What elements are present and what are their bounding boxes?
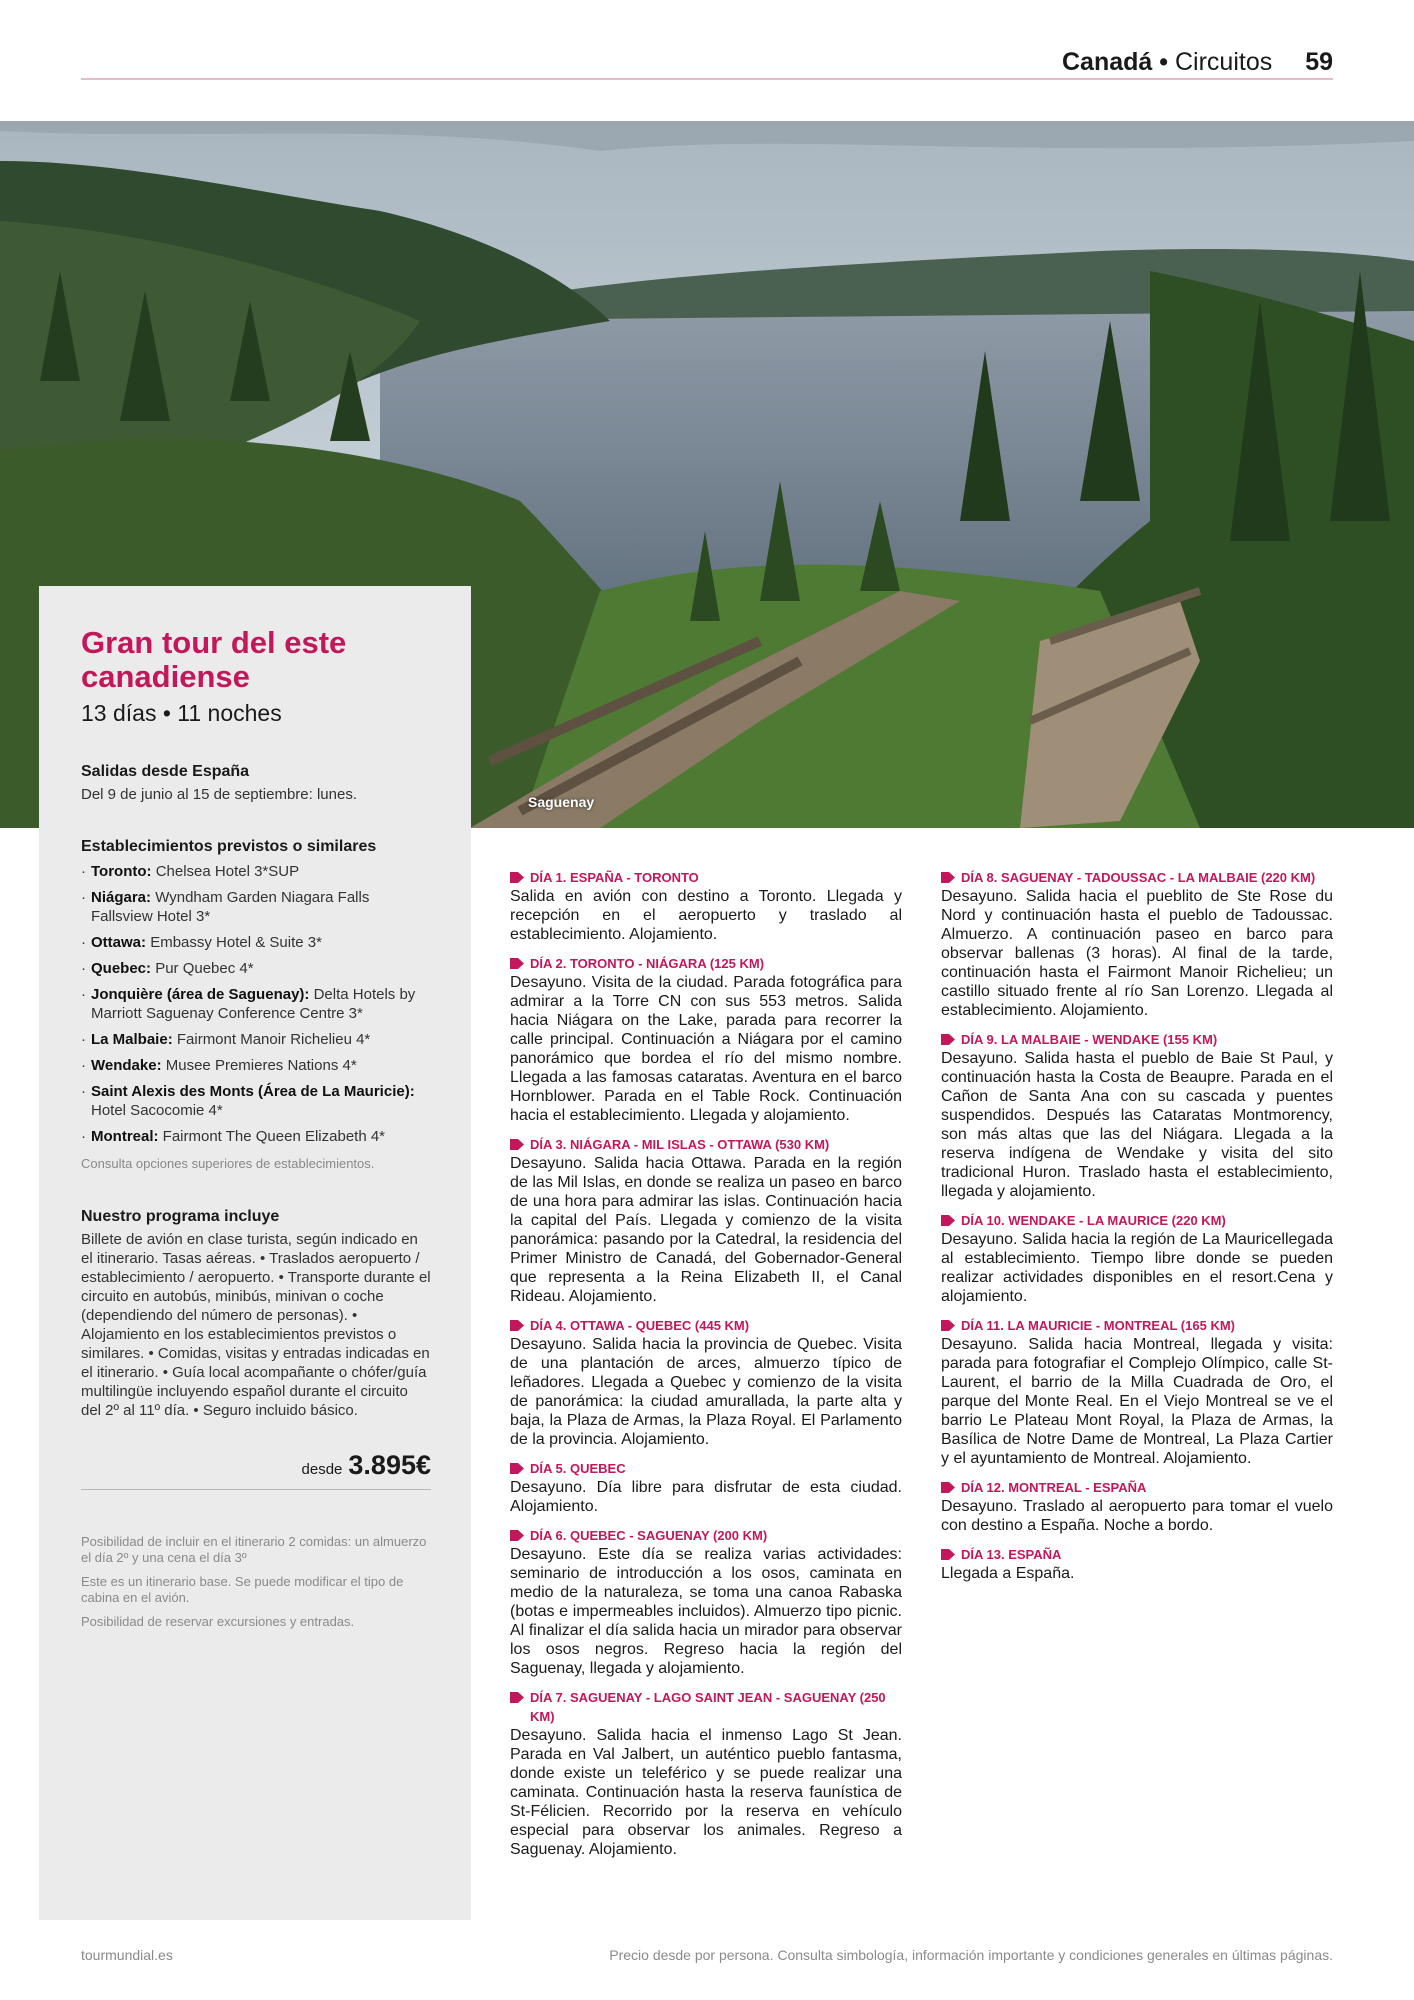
tour-summary-panel <box>39 586 471 1920</box>
tag-icon <box>510 1530 524 1541</box>
day-title: DÍA 12. MONTREAL - ESPAÑA <box>961 1480 1147 1495</box>
day-text: Desayuno. Traslado al aeropuerto para tomar el vuelo con destino a España. Noche a bordo. <box>941 1498 1333 1534</box>
footnote: Posibilidad de reservar excursiones y entradas. <box>81 1614 355 1629</box>
hotel-item: · Toronto: Chelsea Hotel 3*SUP <box>81 862 431 881</box>
itinerary-day <box>510 868 902 944</box>
photo-caption: Saguenay <box>528 794 595 810</box>
itinerary-day <box>510 1459 902 1516</box>
page-number: 59 <box>1305 48 1333 76</box>
price-prefix: desde <box>301 1461 343 1478</box>
page-header <box>81 42 1333 80</box>
itinerary-day <box>510 1135 902 1306</box>
departures-text: Del 9 de junio al 15 de septiembre: lunes. <box>81 786 358 803</box>
header-title <box>1062 48 1333 77</box>
tag-icon <box>941 1215 955 1226</box>
day-text: Desayuno. Visita de la ciudad. Parada fotográfica para admirar a la Torre CN con sus 553 metros. Salida hacia Niágara on the Lake, parada para recorrer la calle principal. Continuación a Niágara por el camino panorámico que bordea el río del mismo nombre. Llegada a las famosas cataratas. Aventura en el barco Hornblower. Parada en el Table Rock. Continuación hacia el establecimiento. Llegada y alojamiento. <box>510 974 902 1124</box>
tag-icon <box>510 1320 524 1331</box>
price-value: 3.895€ <box>348 1450 431 1480</box>
day-text: Desayuno. Este día se realiza varias actividades: seminario de introducción a los osos, caminata en medio de la naturaleza, se toma una canoa Rabaska (botas e impermeables incluidos). Almuerzo tipo picnic. Al finalizar el día salida hacia un mirador para observar los osos negros. Regreso hacia la región del Saguenay, llegada y alojamiento. <box>510 1546 902 1677</box>
tour-title: Gran tour del este canadiense <box>81 625 347 694</box>
day-title: DÍA 1. ESPAÑA - TORONTO <box>530 870 699 885</box>
price-block <box>81 1450 431 1490</box>
hotel-item: · Wendake: Musee Premieres Nations 4* <box>81 1056 431 1075</box>
hotel-item: · Niágara: Wyndham Garden Niagara Falls Fallsview Hotel 3* <box>81 888 431 926</box>
tag-icon <box>510 872 524 883</box>
itinerary-day <box>941 1316 1333 1468</box>
includes-heading: Nuestro programa incluye <box>81 1208 280 1225</box>
hotel-item: · Quebec: Pur Quebec 4* <box>81 959 431 978</box>
day-text: Desayuno. Salida hacia la región de La Mauricellegada al establecimiento. Tiempo libre donde se pueden realizar actividades disponibles en el resort.Cena y alojamiento. <box>941 1231 1333 1305</box>
itinerary-day <box>510 1688 902 1859</box>
includes-text: Billete de avión en clase turista, según indicado en el itinerario. Tasas aéreas. • Traslados aeropuerto / establecimiento / aeropuerto. • Transporte durante el circuito en autobús, minibús, minivan o coche (dependiendo del número de personas). • Alojamiento en los establecimientos previstos o similares. • Comidas, visitas y entradas indicadas en el itinerario. • Guía local acompañante o chófer/guía multilingüe incluyendo español durante el circuito del 2º al 11º día. • Seguro incluido básico. <box>81 1231 431 1419</box>
day-title: DÍA 10. WENDAKE - LA MAURICE (220 KM) <box>961 1213 1226 1228</box>
day-title: DÍA 2. TORONTO - NIÁGARA (125 KM) <box>530 956 765 971</box>
tag-icon <box>941 1482 955 1493</box>
itinerary-day <box>941 868 1333 1020</box>
footnote: Este es un itinerario base. Se puede modificar el tipo de cabina en el avión. <box>81 1574 404 1605</box>
itinerary-day <box>941 1545 1333 1583</box>
departures-heading: Salidas desde España <box>81 763 250 780</box>
day-text: Desayuno. Salida hasta el pueblo de Baie St Paul, y continuación hasta la Costa de Beaupre. Parada en el Cañon de Santa Ana con su cascada y puentes suspendidos. Después las Cataratas Montmorency, son más altas que las del Niágara. Llegada a la reserva indígena de Wendake y visita del sito tradicional Huron. Traslado hasta el establecimiento, llegada y alojamiento. <box>941 1050 1333 1200</box>
day-title: DÍA 9. LA MALBAIE - WENDAKE (155 KM) <box>961 1032 1218 1047</box>
tag-icon <box>941 872 955 883</box>
tag-icon <box>510 1692 524 1703</box>
day-text: Desayuno. Salida hacia el pueblito de Ste Rose du Nord y continuación hasta el pueblo de Tadoussac. Almuerzo. A continuación paseo en barco para observar ballenas (3 horas). Al final de la tarde, continuación hasta el Fairmont Manoir Richelieu; un castillo situado frente al río San Lorenzo. Llegada al establecimiento. Alojamiento. <box>941 888 1333 1019</box>
footer-site[interactable]: tourmundial.es <box>81 1947 173 1963</box>
day-text: Llegada a España. <box>941 1565 1075 1582</box>
day-title: DÍA 3. NIÁGARA - MIL ISLAS - OTTAWA (530 KM) <box>530 1137 830 1152</box>
footer-disclaimer: Precio desde por persona. Consulta simbología, información importante y condiciones generales en últimas páginas. <box>609 1947 1333 1963</box>
day-text: Desayuno. Salida hacia Montreal, llegada y visita: parada para fotografiar el Complejo Olímpico, calle St-Laurent, el barrio de la Milla Cuadrada de Oro, el parque del Monte Real. En el Viejo Montreal se ve el barrio Le Plateau Mont Royal, la Plaza de Armas, la Basílica de Notre Dame de Montreal, La Plaza Cartier y el ayuntamiento de Montreal. Alojamiento. <box>941 1336 1333 1467</box>
day-text: Desayuno. Salida hacia Ottawa. Parada en la región de las Mil Islas, en donde se realiza un paseo en barco de una hora para admirar las islas. Continuación hacia la capital del País. Llegada y comienzo de la visita panorámica: pasando por la Catedral, la residencia del Primer Ministro de Canadá, del Gobernador-General que representa a la Reina Elizabeth II, el Canal Rideau. Alojamiento. <box>510 1155 902 1305</box>
hotels-heading: Establecimientos previstos o similares <box>81 838 377 855</box>
itinerary-day <box>510 1316 902 1449</box>
tag-icon <box>510 958 524 969</box>
day-title: DÍA 11. LA MAURICIE - MONTREAL (165 KM) <box>961 1318 1235 1333</box>
hotel-item: · Saint Alexis des Monts (Área de La Mauricie): Hotel Sacocomie 4* <box>81 1082 431 1120</box>
itinerary-day <box>941 1211 1333 1306</box>
itinerary-day <box>941 1478 1333 1535</box>
hotels-list <box>81 862 431 1146</box>
day-text: Desayuno. Salida hacia el inmenso Lago St Jean. Parada en Val Jalbert, un auténtico pueblo fantasma, donde existe un teleférico y se puede realizar una caminata. Continuación hasta la reserva faunística de St-Félicien. Recorrido por la reserva en vehículo especial para observar los animales. Regreso a Saguenay. Alojamiento. <box>510 1727 902 1858</box>
day-text: Desayuno. Salida hacia la provincia de Quebec. Visita de una plantación de arces, almuerzo típico de leñadores. Llegada a Quebec y comienzo de la visita de panorámica: la ciudad amurallada, la parte alta y baja, la Plaza de Armas, la Plaza Royal. El Parlamento de la provincia. Alojamiento. <box>510 1336 902 1448</box>
day-text: Salida en avión con destino a Toronto. Llegada y recepción en el aeropuerto y traslado al establecimiento. Alojamiento. <box>510 888 902 943</box>
header-section: Circuitos <box>1174 48 1273 76</box>
day-title: DÍA 13. ESPAÑA <box>961 1547 1062 1562</box>
day-title: DÍA 7. SAGUENAY - LAGO SAINT JEAN - SAGUENAY (250 KM) <box>530 1690 886 1724</box>
tag-icon <box>510 1139 524 1150</box>
header-separator: • <box>1159 48 1169 76</box>
day-title: DÍA 6. QUEBEC - SAGUENAY (200 KM) <box>530 1528 768 1543</box>
header-country: Canadá <box>1062 48 1153 76</box>
hotel-item: · Montreal: Fairmont The Queen Elizabeth 4* <box>81 1127 431 1146</box>
tag-icon <box>941 1320 955 1331</box>
tag-icon <box>941 1549 955 1560</box>
day-text: Desayuno. Día libre para disfrutar de esta ciudad. Alojamiento. <box>510 1479 902 1515</box>
tour-duration: 13 días • 11 noches <box>81 700 282 726</box>
footnote: Posibilidad de incluir en el itinerario 2 comidas: un almuerzo el día 2º y una cena el día 3º <box>81 1534 427 1565</box>
hotels-note: Consulta opciones superiores de establecimientos. <box>81 1156 375 1171</box>
itinerary-column-1 <box>510 868 902 1869</box>
day-title: DÍA 5. QUEBEC <box>530 1461 626 1476</box>
itinerary-day <box>510 1526 902 1678</box>
day-title: DÍA 4. OTTAWA - QUEBEC (445 KM) <box>530 1318 750 1333</box>
hotel-item: · Jonquière (área de Saguenay): Delta Hotels by Marriott Saguenay Conference Centre 3* <box>81 985 431 1023</box>
tag-icon <box>510 1463 524 1474</box>
itinerary-day <box>941 1030 1333 1201</box>
tag-icon <box>941 1034 955 1045</box>
itinerary-column-2 <box>941 868 1333 1593</box>
itinerary-day <box>510 954 902 1125</box>
hotel-item: · Ottawa: Embassy Hotel & Suite 3* <box>81 933 431 952</box>
hotel-item: · La Malbaie: Fairmont Manoir Richelieu 4* <box>81 1030 431 1049</box>
day-title: DÍA 8. SAGUENAY - TADOUSSAC - LA MALBAIE (220 KM) <box>961 870 1316 885</box>
